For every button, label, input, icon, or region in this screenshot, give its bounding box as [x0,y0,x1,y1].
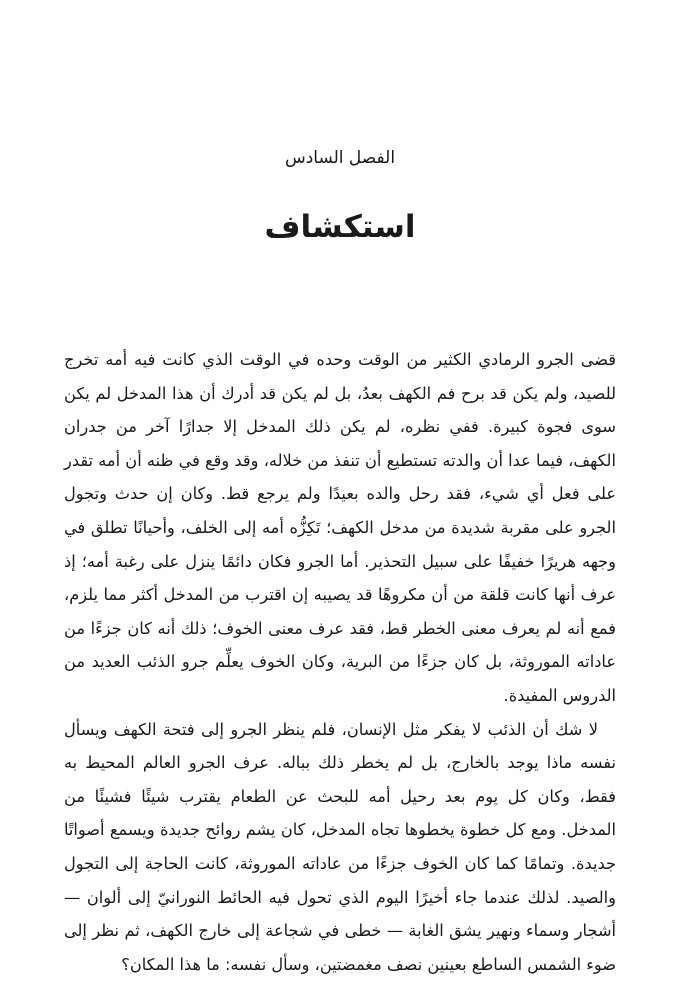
paragraph: قضى الجرو الرمادي الكثير من الوقت وحده في الوقت الذي كانت فيه أمه تخرج للصيد، ولم يكن قد برح فم الكهف بعدُ، بل لم يكن قد أدرك أن هذا المدخل لم يكن سوى فجوة كبيرة. ففي نظره، لم يكن ذلك المدخل إلا جدارًا آخر من جدران الكهف، فيما عدا أن والدته تستطيع أن تنفذ من خلاله، وقد وقع في ظنه أن أمه تقدر على فعل أي شيء، فقد رحل والده بعيدًا ولم يرجع قط. وكان إن حدث وتجول الجرو على مقربة شديدة من مدخل الكهف؛ تَكِزُّه أمه إلى الخلف، وأحيانًا تطلق في وجهه هريرًا خفيفًا على سبيل التحذير. أما الجرو فكان دائمًا ينزل على رغبة أمه؛ إذ عرف أنها كانت قلقة من أن مكروهًا قد يصيبه إن اقترب من المدخل أكثر مما يلزم، فمع أنه لم يعرف معنى الخطر قط، فقد عرف معنى الخوف؛ ذلك أنه كان جزءًا من عاداته الموروثة، بل كان جزءًا من البرية، وكان الخوف يعلِّم جرو الذئب العديد من الدروس المفيدة. [64,350,616,705]
chapter-body [64,343,616,981]
chapter-label: الفصل السادس [284,148,396,168]
chapter-title: استكشاف [264,209,416,245]
paragraph: لا شك أن الذئب لا يفكر مثل الإنسان، فلم ينظر الجرو إلى فتحة الكهف ويسأل نفسه ماذا يوجد بالخارج، بل لم يخطر ذلك بباله. عرف الجرو العالم المحيط به فقط، وكان كل يوم بعد رحيل أمه للبحث عن الطعام يقترب شيئًا فشيئًا من المدخل. ومع كل خطوة يخطوها تجاه المدخل، كان يشم روائح جديدة ويسمع أصواتًا جديدة. وتمامًا كما كان الخوف جزءًا من عاداته الموروثة، كانت الحاجة إلى التجول والصيد. لذلك عندما جاء أخيرًا اليوم الذي تحول فيه الحائط النورانيّ إلى ألوان — أشجار وسماء ونهير يشق الغابة — خطى في شجاعة إلى خارج الكهف، ثم نظر إلى ضوء الشمس الساطع بعينين نصف مغمضتين، وسأل نفسه: ما هذا المكان؟ [64,719,616,974]
